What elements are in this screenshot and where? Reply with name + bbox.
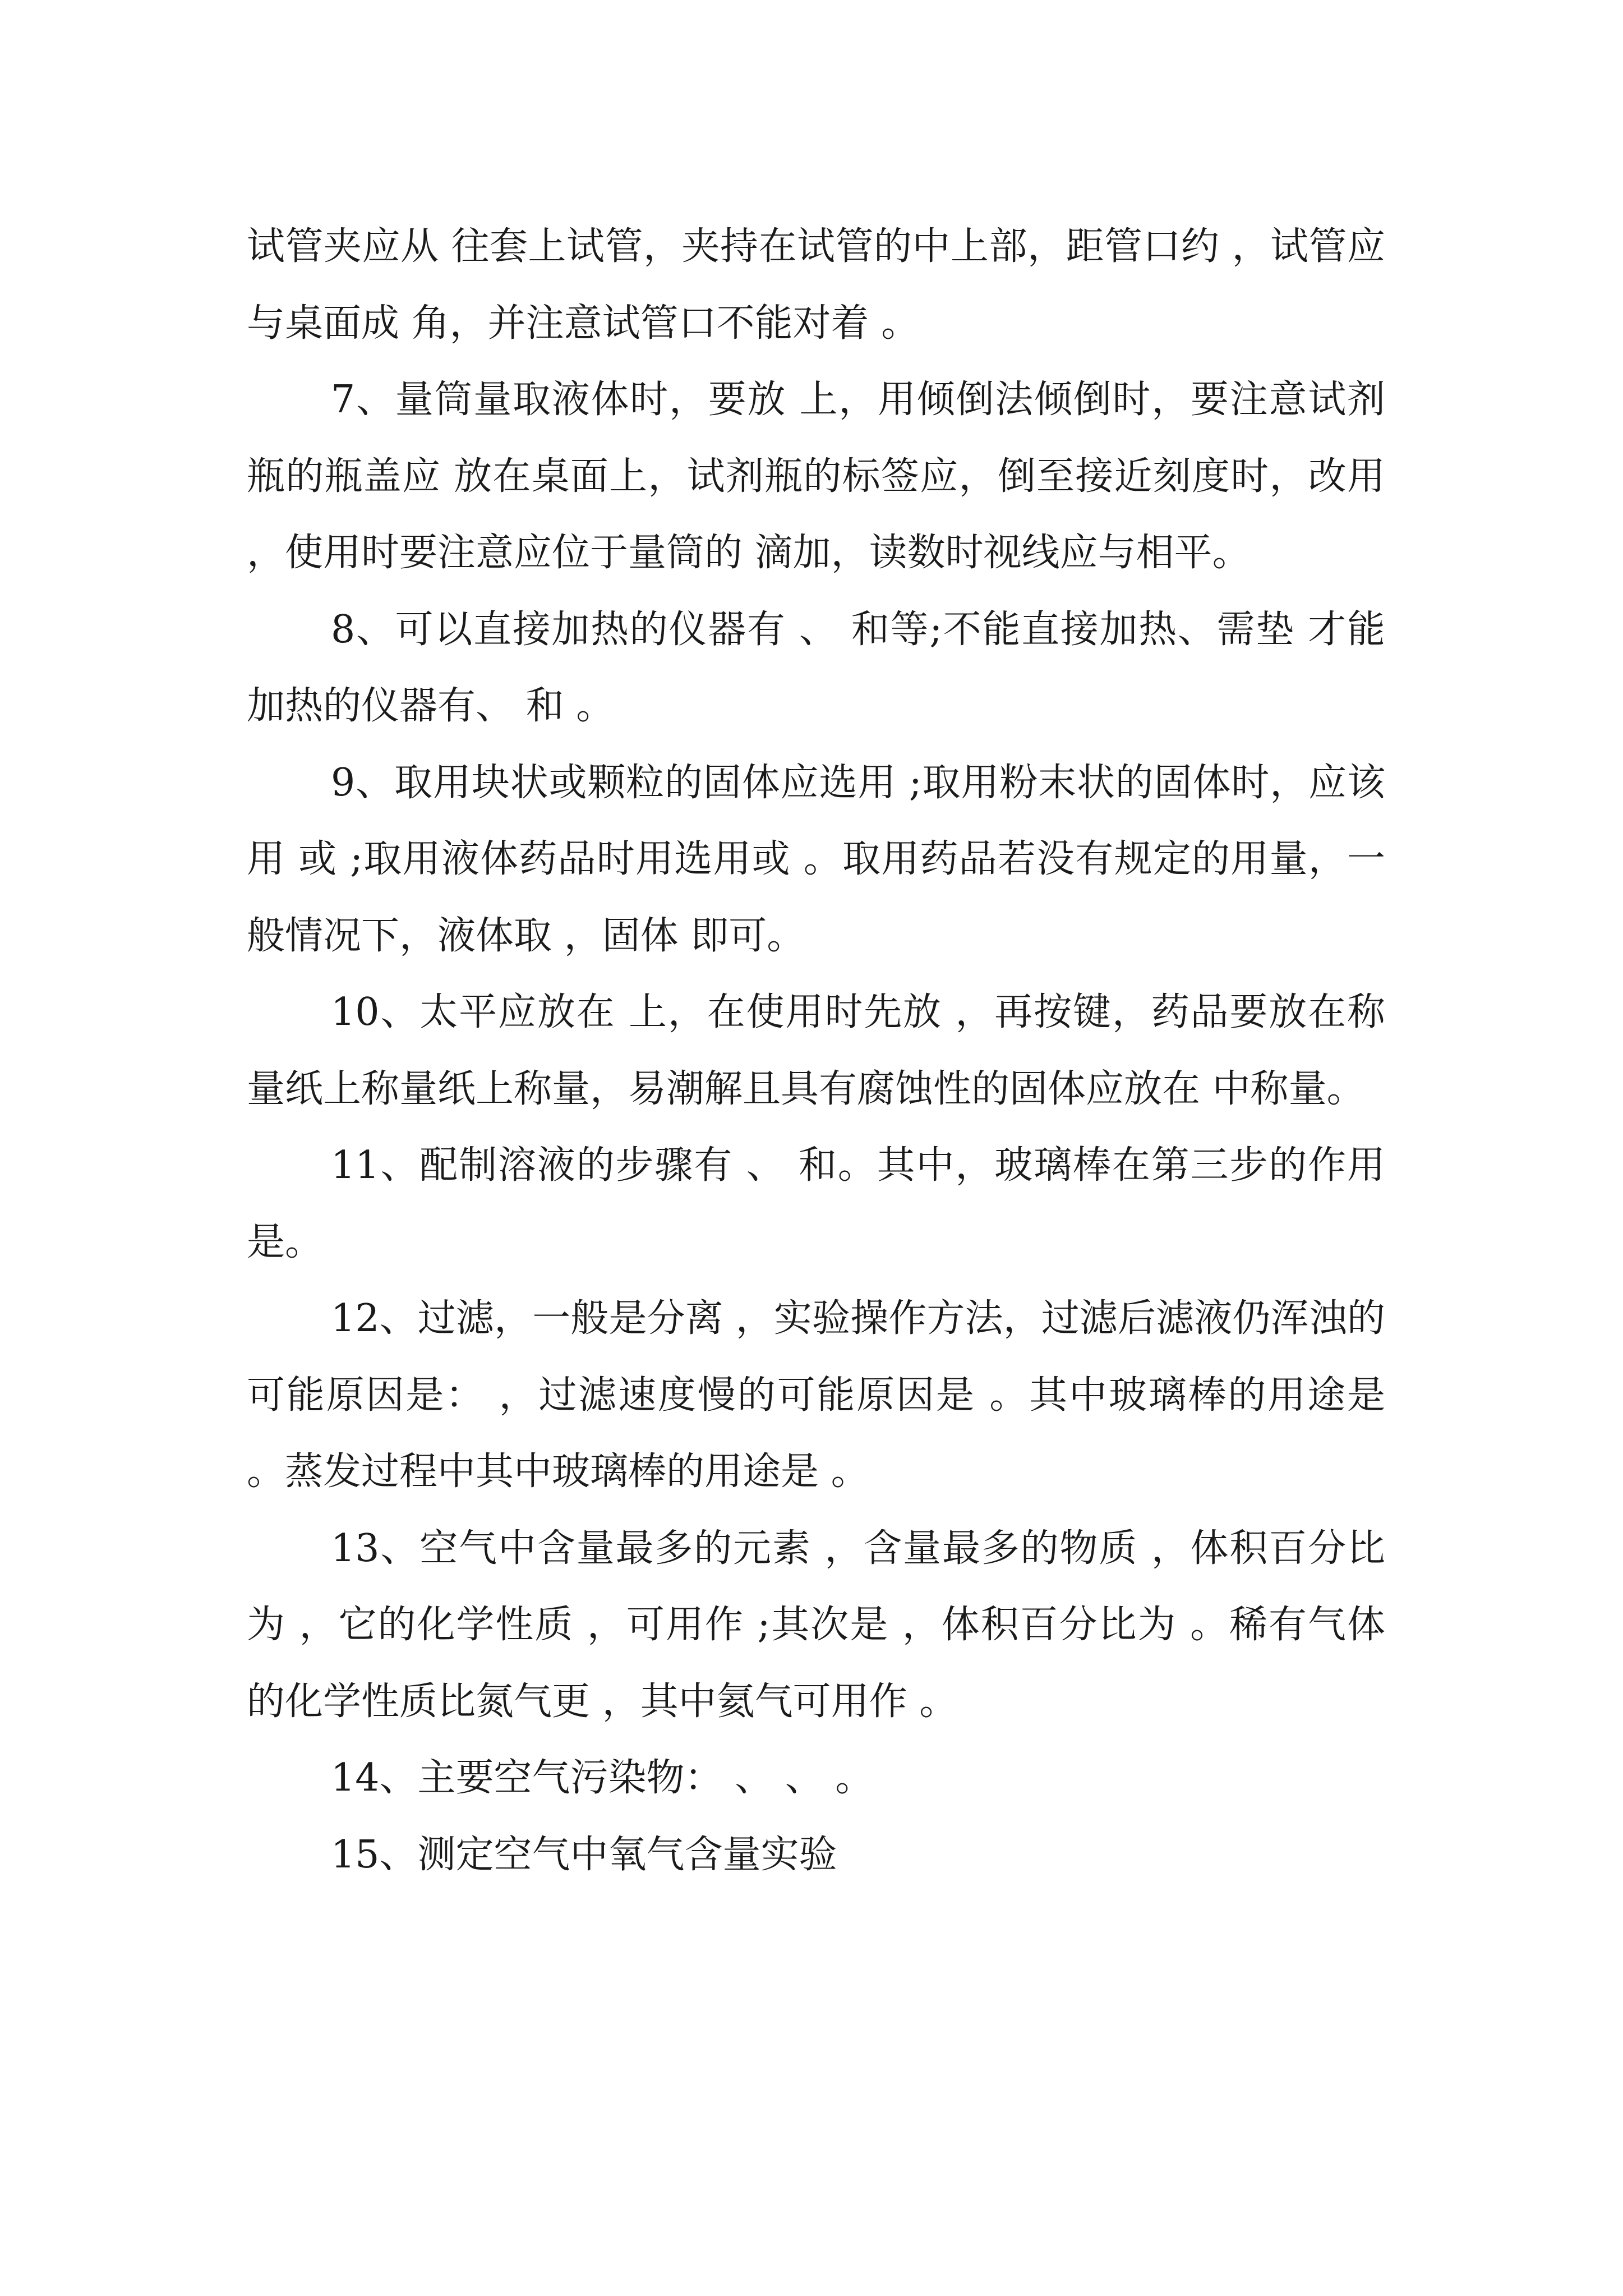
paragraph-12: 12、过滤，一般是分离 ，实验操作方法，过滤后滤液仍浑浊的可能原因是： ，过滤速度慢的可能原因是 。其中玻璃棒的用途是 。蒸发过程中其中玻璃棒的用途是 。 [247, 1296, 1385, 1494]
paragraph-7: 7、量筒量取液体时，要放 上，用倾倒法倾倒时，要注意试剂瓶的瓶盖应 放在桌面上，试剂瓶的标签应，倒至接近刻度时，改用 ，使用时要注意应位于量筒的 滴加，读数时视线应与相平。 [247, 378, 1385, 575]
paragraph-6-continued: 试管夹应从 往套上试管，夹持在试管的中上部，距管口约 ，试管应与桌面成 角，并注意试管口不能对着 。 [247, 224, 1385, 346]
paragraph-13: 13、空气中含量最多的元素 ，含量最多的物质 ，体积百分比为 ，它的化学性质 ，可用作 ;其次是 ，体积百分比为 。稀有气体的化学性质比氮气更 ，其中氦气可用作 。 [247, 1526, 1385, 1724]
paragraph-11: 11、配制溶液的步骤有 、 和。其中，玻璃棒在第三步的作用是。 [247, 1143, 1385, 1264]
paragraph-10: 10、太平应放在 上，在使用时先放 ，再按键，药品要放在称量纸上称量纸上称量，易潮解且具有腐蚀性的固体应放在 中称量。 [247, 990, 1385, 1111]
document-body [247, 209, 1385, 1893]
paragraph-9: 9、取用块状或颗粒的固体应选用 ;取用粉末状的固体时，应该用 或 ;取用液体药品时用选用或 。取用药品若没有规定的用量，一般情况下，液体取 ，固体 即可。 [247, 760, 1385, 958]
paragraph-15: 15、测定空气中氧气含量实验 [331, 1832, 837, 1877]
paragraph-14: 14、主要空气污染物： 、 、 。 [331, 1756, 874, 1800]
paragraph-8: 8、可以直接加热的仪器有 、 和等;不能直接加热、需垫 才能加热的仪器有、 和 。 [247, 607, 1385, 728]
